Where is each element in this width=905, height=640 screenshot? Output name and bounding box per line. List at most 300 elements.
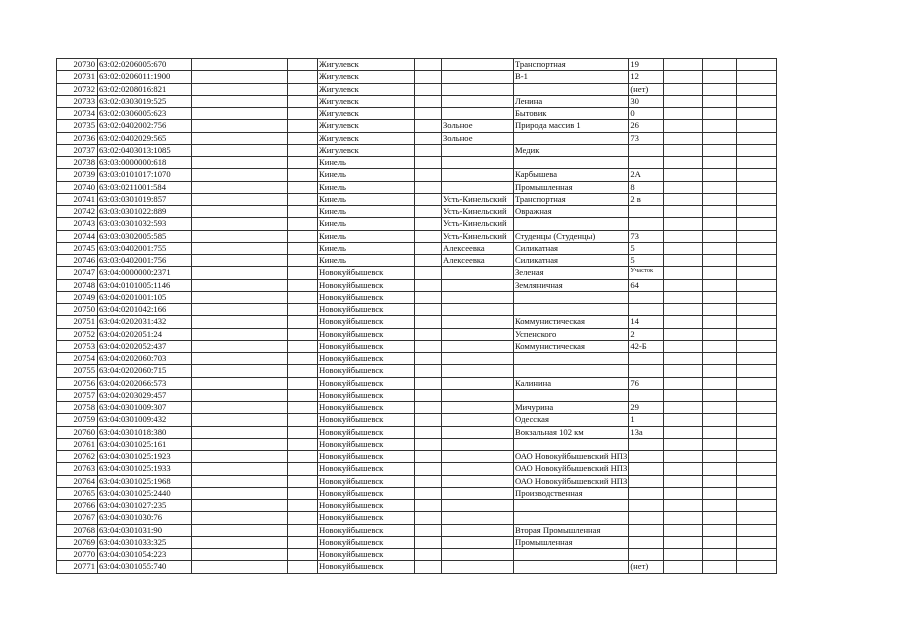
house-number-cell: (нет)	[629, 561, 664, 573]
street-cell	[514, 365, 629, 377]
house-number-cell: (нет)	[629, 83, 664, 95]
cadastral-number-cell: 63:04:0201001:105	[98, 291, 192, 303]
row-number-cell: 20770	[57, 549, 98, 561]
cadastral-number-cell: 63:04:0301025:1968	[98, 475, 192, 487]
locality-cell: Алексеевка	[442, 242, 514, 254]
empty-cell	[415, 71, 442, 83]
empty-cell	[664, 83, 703, 95]
street-cell: Вокзальная 102 км	[514, 426, 629, 438]
empty-cell	[415, 193, 442, 205]
empty-cell	[192, 291, 288, 303]
empty-cell	[192, 340, 288, 352]
empty-cell	[192, 267, 288, 279]
cadastral-number-cell: 63:03:0402001:755	[98, 242, 192, 254]
empty-cell	[415, 255, 442, 267]
empty-cell	[703, 414, 737, 426]
house-number-cell: 12	[629, 71, 664, 83]
empty-cell	[703, 487, 737, 499]
empty-cell	[703, 304, 737, 316]
empty-cell	[288, 59, 318, 71]
empty-cell	[703, 536, 737, 548]
empty-cell	[192, 463, 288, 475]
empty-cell	[192, 120, 288, 132]
city-cell: Жигулевск	[318, 120, 415, 132]
locality-cell	[442, 157, 514, 169]
row-number-cell: 20759	[57, 414, 98, 426]
empty-cell	[415, 402, 442, 414]
table-row	[57, 132, 777, 144]
empty-cell	[192, 402, 288, 414]
empty-cell	[415, 365, 442, 377]
street-cell: ОАО Новокуйбышевский НПЗ	[515, 463, 628, 474]
house-number-cell: Участок	[629, 267, 664, 279]
empty-cell	[664, 561, 703, 573]
row-number-cell: 20757	[57, 389, 98, 401]
empty-cell	[703, 463, 737, 475]
city-cell: Новокуйбышевск	[318, 402, 415, 414]
table-row	[57, 242, 777, 254]
empty-cell	[737, 144, 777, 156]
empty-cell	[192, 328, 288, 340]
street-cell	[514, 132, 629, 144]
street-cell: Зеленая	[514, 267, 629, 279]
empty-cell	[737, 279, 777, 291]
empty-cell	[664, 181, 703, 193]
empty-cell	[737, 120, 777, 132]
empty-cell	[703, 316, 737, 328]
street-cell	[514, 389, 629, 401]
city-cell: Кинель	[318, 181, 415, 193]
table-row	[57, 500, 777, 512]
empty-cell	[415, 377, 442, 389]
empty-cell	[664, 500, 703, 512]
empty-cell	[737, 438, 777, 450]
street-cell: Производственная	[514, 487, 629, 499]
row-number-cell: 20769	[57, 536, 98, 548]
row-number-cell: 20768	[57, 524, 98, 536]
empty-cell	[192, 389, 288, 401]
city-cell: Кинель	[318, 206, 415, 218]
empty-cell	[288, 108, 318, 120]
cadastral-number-cell: 63:04:0202066:573	[98, 377, 192, 389]
street-cell: Природа массив 1	[514, 120, 629, 132]
street-cell: Транспортная	[514, 59, 629, 71]
empty-cell	[288, 193, 318, 205]
table-row	[57, 365, 777, 377]
empty-cell	[664, 524, 703, 536]
table-row	[57, 59, 777, 71]
row-number-cell: 20746	[57, 255, 98, 267]
empty-cell	[288, 328, 318, 340]
empty-cell	[415, 487, 442, 499]
table-row	[57, 181, 777, 193]
empty-cell	[288, 304, 318, 316]
empty-cell	[737, 157, 777, 169]
empty-cell	[703, 365, 737, 377]
empty-cell	[703, 402, 737, 414]
empty-cell	[192, 95, 288, 107]
table-row	[57, 389, 777, 401]
empty-cell	[415, 549, 442, 561]
empty-cell	[664, 206, 703, 218]
empty-cell	[703, 353, 737, 365]
empty-cell	[288, 83, 318, 95]
empty-cell	[288, 291, 318, 303]
empty-cell	[703, 157, 737, 169]
table-row	[57, 291, 777, 303]
street-cell	[514, 353, 629, 365]
locality-cell	[442, 291, 514, 303]
empty-cell	[288, 95, 318, 107]
city-cell: Кинель	[318, 255, 415, 267]
city-cell: Жигулевск	[318, 71, 415, 83]
house-number-cell	[629, 353, 664, 365]
empty-cell	[664, 549, 703, 561]
house-number-cell	[629, 206, 664, 218]
table-row	[57, 402, 777, 414]
street-cell: Промышленная	[514, 536, 629, 548]
empty-cell	[664, 414, 703, 426]
empty-cell	[737, 169, 777, 181]
empty-cell	[664, 451, 703, 463]
empty-cell	[737, 340, 777, 352]
empty-cell	[288, 169, 318, 181]
cadastral-number-cell: 63:04:0202052:437	[98, 340, 192, 352]
empty-cell	[288, 132, 318, 144]
cadastral-number-cell: 63:04:0202051:24	[98, 328, 192, 340]
empty-cell	[288, 414, 318, 426]
house-number-cell: 30	[629, 95, 664, 107]
locality-cell	[442, 536, 514, 548]
street-cell	[514, 500, 629, 512]
row-number-cell: 20740	[57, 181, 98, 193]
empty-cell	[415, 120, 442, 132]
table-row	[57, 512, 777, 524]
locality-cell	[442, 267, 514, 279]
house-number-cell: 42-Б	[629, 340, 664, 352]
house-number-cell: 2А	[629, 169, 664, 181]
empty-cell	[664, 304, 703, 316]
empty-cell	[703, 59, 737, 71]
city-cell: Жигулевск	[318, 144, 415, 156]
empty-cell	[664, 402, 703, 414]
empty-cell	[737, 524, 777, 536]
empty-cell	[703, 512, 737, 524]
empty-cell	[415, 536, 442, 548]
empty-cell	[288, 536, 318, 548]
street-cell: Медик	[514, 144, 629, 156]
empty-cell	[664, 426, 703, 438]
locality-cell	[442, 377, 514, 389]
empty-cell	[288, 549, 318, 561]
cadastral-number-cell: 63:04:0301033:325	[98, 536, 192, 548]
locality-cell: Усть-Кинельский	[442, 193, 514, 205]
empty-cell	[288, 451, 318, 463]
empty-cell	[664, 328, 703, 340]
row-number-cell: 20737	[57, 144, 98, 156]
table-row	[57, 206, 777, 218]
empty-cell	[737, 487, 777, 499]
table-row	[57, 267, 777, 279]
locality-cell	[442, 426, 514, 438]
cadastral-number-cell: 63:04:0000000:2371	[98, 267, 192, 279]
empty-cell	[737, 95, 777, 107]
empty-cell	[664, 291, 703, 303]
empty-cell	[664, 230, 703, 242]
empty-cell	[737, 463, 777, 475]
locality-cell	[442, 524, 514, 536]
street-cell: Карбышева	[514, 169, 629, 181]
empty-cell	[288, 475, 318, 487]
empty-cell	[703, 132, 737, 144]
house-number-cell	[629, 475, 664, 487]
cadastral-number-cell: 63:04:0301009:307	[98, 402, 192, 414]
table-row	[57, 71, 777, 83]
empty-cell	[192, 438, 288, 450]
row-number-cell: 20736	[57, 132, 98, 144]
table-row	[57, 414, 777, 426]
empty-cell	[288, 218, 318, 230]
cadastral-number-cell: 63:02:0303019:525	[98, 95, 192, 107]
empty-cell	[415, 206, 442, 218]
table-row	[57, 353, 777, 365]
empty-cell	[737, 414, 777, 426]
empty-cell	[664, 438, 703, 450]
street-cell	[514, 218, 629, 230]
empty-cell	[664, 255, 703, 267]
cadastral-number-cell: 63:04:0301018:380	[98, 426, 192, 438]
street-cell: Транспортная	[514, 193, 629, 205]
empty-cell	[415, 389, 442, 401]
locality-cell	[442, 353, 514, 365]
empty-cell	[288, 255, 318, 267]
house-number-cell	[629, 304, 664, 316]
empty-cell	[415, 316, 442, 328]
empty-cell	[737, 59, 777, 71]
locality-cell	[442, 389, 514, 401]
empty-cell	[192, 451, 288, 463]
street-cell	[514, 304, 629, 316]
city-cell: Новокуйбышевск	[318, 414, 415, 426]
table-row	[57, 426, 777, 438]
empty-cell	[288, 463, 318, 475]
table-row	[57, 524, 777, 536]
empty-cell	[192, 157, 288, 169]
empty-cell	[737, 193, 777, 205]
empty-cell	[192, 108, 288, 120]
city-cell: Новокуйбышевск	[318, 389, 415, 401]
cadastral-number-cell: 63:04:0301054:223	[98, 549, 192, 561]
empty-cell	[415, 524, 442, 536]
table-row	[57, 95, 777, 107]
empty-cell	[703, 524, 737, 536]
locality-cell	[442, 512, 514, 524]
empty-cell	[415, 451, 442, 463]
empty-cell	[703, 451, 737, 463]
empty-cell	[737, 132, 777, 144]
empty-cell	[737, 377, 777, 389]
row-number-cell: 20748	[57, 279, 98, 291]
empty-cell	[288, 561, 318, 573]
city-cell: Новокуйбышевск	[318, 512, 415, 524]
city-cell: Новокуйбышевск	[318, 353, 415, 365]
empty-cell	[664, 120, 703, 132]
empty-cell	[192, 71, 288, 83]
empty-cell	[288, 181, 318, 193]
empty-cell	[288, 157, 318, 169]
house-number-cell: 73	[629, 132, 664, 144]
locality-cell	[442, 500, 514, 512]
row-number-cell: 20756	[57, 377, 98, 389]
empty-cell	[192, 132, 288, 144]
empty-cell	[664, 71, 703, 83]
table-row	[57, 157, 777, 169]
empty-cell	[737, 512, 777, 524]
empty-cell	[737, 291, 777, 303]
cadastral-number-cell: 63:02:0402029:565	[98, 132, 192, 144]
empty-cell	[703, 193, 737, 205]
empty-cell	[664, 377, 703, 389]
row-number-cell: 20744	[57, 230, 98, 242]
empty-cell	[288, 340, 318, 352]
row-number-cell: 20749	[57, 291, 98, 303]
row-number-cell: 20747	[57, 267, 98, 279]
empty-cell	[192, 426, 288, 438]
empty-cell	[737, 230, 777, 242]
empty-cell	[737, 353, 777, 365]
empty-cell	[415, 304, 442, 316]
empty-cell	[415, 561, 442, 573]
empty-cell	[192, 83, 288, 95]
empty-cell	[737, 402, 777, 414]
locality-cell	[442, 83, 514, 95]
city-cell: Новокуйбышевск	[318, 365, 415, 377]
empty-cell	[703, 255, 737, 267]
empty-cell	[664, 59, 703, 71]
house-number-cell	[629, 536, 664, 548]
empty-cell	[288, 365, 318, 377]
city-cell: Новокуйбышевск	[318, 549, 415, 561]
house-number-cell: 76	[629, 377, 664, 389]
empty-cell	[288, 487, 318, 499]
empty-cell	[288, 242, 318, 254]
empty-cell	[192, 561, 288, 573]
cadastral-number-cell: 63:04:0101005:1146	[98, 279, 192, 291]
city-cell: Новокуйбышевск	[318, 316, 415, 328]
cadastral-number-cell: 63:03:0000000:618	[98, 157, 192, 169]
empty-cell	[703, 218, 737, 230]
locality-cell	[442, 316, 514, 328]
row-number-cell: 20754	[57, 353, 98, 365]
empty-cell	[192, 218, 288, 230]
empty-cell	[415, 59, 442, 71]
city-cell: Новокуйбышевск	[318, 463, 415, 475]
locality-cell: Усть-Кинельский	[442, 230, 514, 242]
empty-cell	[415, 414, 442, 426]
table-row	[57, 230, 777, 242]
empty-cell	[664, 169, 703, 181]
empty-cell	[664, 193, 703, 205]
empty-cell	[192, 353, 288, 365]
locality-cell	[442, 304, 514, 316]
empty-cell	[664, 108, 703, 120]
locality-cell	[442, 463, 514, 475]
row-number-cell: 20753	[57, 340, 98, 352]
street-cell: Земляничная	[514, 279, 629, 291]
empty-cell	[737, 255, 777, 267]
cadastral-number-cell: 63:03:0301032:593	[98, 218, 192, 230]
locality-cell: Зольное	[442, 132, 514, 144]
empty-cell	[664, 132, 703, 144]
empty-cell	[288, 71, 318, 83]
registry-table	[56, 58, 777, 574]
empty-cell	[415, 267, 442, 279]
street-cell: Бытовик	[514, 108, 629, 120]
street-cell: Промышленная	[514, 181, 629, 193]
empty-cell	[703, 169, 737, 181]
street-cell: ОАО Новокуйбышевский НПЗ	[515, 475, 628, 486]
city-cell: Новокуйбышевск	[318, 524, 415, 536]
house-number-cell	[629, 487, 664, 499]
table-row	[57, 377, 777, 389]
empty-cell	[192, 255, 288, 267]
cadastral-number-cell: 63:02:0403013:1085	[98, 144, 192, 156]
city-cell: Новокуйбышевск	[318, 328, 415, 340]
locality-cell	[442, 549, 514, 561]
cadastral-number-cell: 63:02:0208016:821	[98, 83, 192, 95]
empty-cell	[415, 144, 442, 156]
locality-cell	[442, 144, 514, 156]
house-number-cell: 8	[629, 181, 664, 193]
empty-cell	[703, 242, 737, 254]
city-cell: Новокуйбышевск	[318, 475, 415, 487]
empty-cell	[415, 512, 442, 524]
house-number-cell	[629, 157, 664, 169]
empty-cell	[288, 206, 318, 218]
empty-cell	[192, 414, 288, 426]
empty-cell	[192, 242, 288, 254]
empty-cell	[703, 561, 737, 573]
empty-cell	[415, 242, 442, 254]
table-row	[57, 316, 777, 328]
cadastral-number-cell: 63:04:0202060:715	[98, 365, 192, 377]
empty-cell	[703, 95, 737, 107]
empty-cell	[703, 181, 737, 193]
empty-cell	[415, 463, 442, 475]
street-cell: Студенцы (Студенцы)	[514, 230, 629, 242]
street-cell: Успенского	[514, 328, 629, 340]
empty-cell	[737, 304, 777, 316]
empty-cell	[703, 475, 737, 487]
locality-cell	[442, 59, 514, 71]
house-number-cell: 14	[629, 316, 664, 328]
cadastral-number-cell: 63:02:0206011:1900	[98, 71, 192, 83]
locality-cell	[442, 414, 514, 426]
empty-cell	[737, 426, 777, 438]
empty-cell	[415, 95, 442, 107]
street-cell: Коммунистическая	[514, 316, 629, 328]
cadastral-number-cell: 63:04:0301025:1933	[98, 463, 192, 475]
empty-cell	[664, 218, 703, 230]
table-row	[57, 193, 777, 205]
city-cell: Жигулевск	[318, 59, 415, 71]
house-number-cell	[629, 389, 664, 401]
empty-cell	[192, 230, 288, 242]
cadastral-number-cell: 63:03:0211001:584	[98, 181, 192, 193]
empty-cell	[664, 512, 703, 524]
empty-cell	[703, 549, 737, 561]
locality-cell: Алексеевка	[442, 255, 514, 267]
